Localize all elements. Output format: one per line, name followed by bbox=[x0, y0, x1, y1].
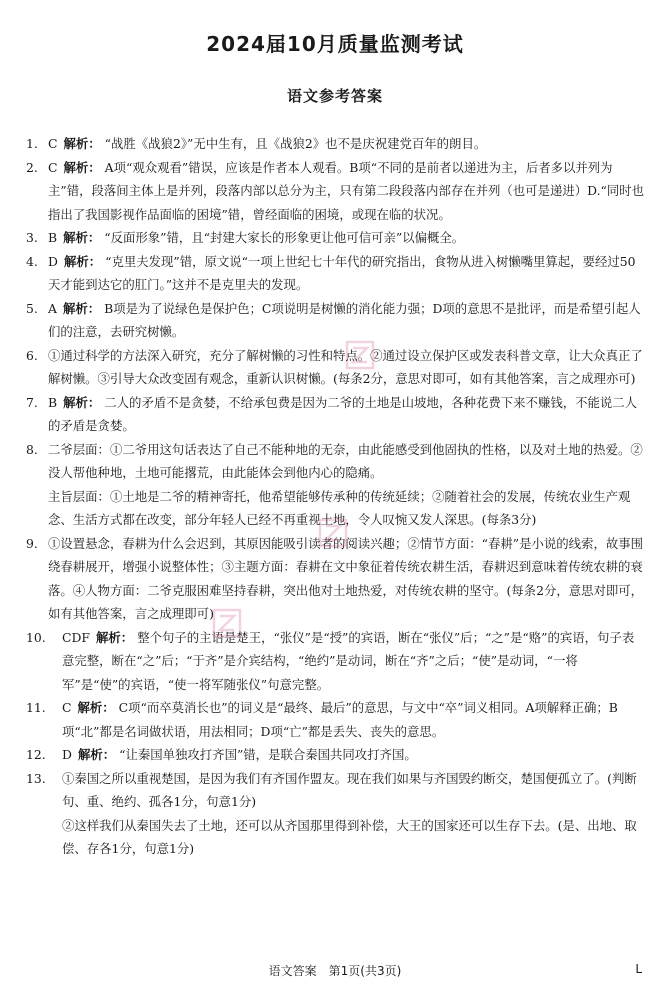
answer-item-8-extra bbox=[26, 485, 646, 532]
item-text: “战胜《战狼2》”无中生有，且《战狼2》也不是庆祝建党百年的朗目。 bbox=[104, 136, 487, 151]
item-text: “克里夫发现”错，原文说“一项上世纪七十年代的研究指出，食物从进入树懒嘴里算起，要经过50天才能到达它的肛门。”这并不是克里夫的发现。 bbox=[48, 253, 636, 292]
item-text: C项“而卒莫消长也”的词义是“最终、最后”的意思，与文中“卒”词义相同。A项解释正确；B项“北”都是名词做状语，用法相同；D项“亡”都是丢失、丧失的意思。 bbox=[62, 700, 618, 739]
answer-item-3 bbox=[26, 226, 646, 250]
item-answer: B bbox=[48, 394, 58, 410]
item-text: ①秦国之所以重视楚国，是因为我们有齐国作盟友。现在我们如果与齐国毁约断交，楚国便孤立了。(判断句、重、绝约、孤各1分，句意1分) bbox=[62, 770, 637, 809]
item-extra-text: 主旨层面：①土地是二爷的精神寄托，他希望能够传承种的传统延续；②随着社会的发展，传统农业生产观念、生活方式都在改变，部分年轻人已经不再重视土地，令人叹惋又发人深思。(每条3分) bbox=[48, 488, 631, 527]
item-label: 解析： bbox=[77, 700, 115, 715]
item-label: 解析： bbox=[63, 136, 101, 151]
item-number: 11. bbox=[26, 700, 46, 715]
item-label: 解析： bbox=[63, 253, 102, 269]
item-number: 7. bbox=[26, 394, 38, 410]
answer-item-4 bbox=[26, 250, 646, 297]
item-text: 整个句子的主语是楚王，“张仪”是“授”的宾语，断在“张仪”后；“之”是“赂”的宾语，句子表意完整，断在“之”后；“于齐”是介宾结构，“绝约”是动词，断在“齐”之后；“使”是动词，“一将军”是“使”的宾语，“使一将军随张仪”句意完整。 bbox=[62, 629, 635, 692]
item-text: “反面形象”错，且“封建大家长的形象更让他可信可亲”以偏概全。 bbox=[104, 230, 465, 245]
item-answer: A bbox=[48, 300, 57, 316]
answer-item-12 bbox=[26, 743, 646, 767]
item-number: 4. bbox=[26, 253, 38, 269]
item-number: 1. bbox=[26, 136, 38, 151]
item-number: 6. bbox=[26, 347, 38, 363]
item-answer: B bbox=[48, 230, 58, 245]
item-number: 9. bbox=[26, 535, 38, 551]
item-answer: C bbox=[48, 136, 58, 151]
item-number: 2. bbox=[26, 159, 38, 175]
item-text: 二爷层面：①二爷用这句话表达了自己不能种地的无奈，由此能感受到他固执的性格，以及对土地的热爱。②没人帮他种地，土地可能撂荒，由此能体会到他内心的隐痛。 bbox=[48, 441, 643, 480]
item-text: ①通过科学的方法深入研究，充分了解树懒的习性和特点。②通过设立保护区或发表科普文章，让大众真正了解树懒。③引导大众改变固有观念，重新认识树懒。(每条2分，意思对即可，如有其他答案，言之成理亦可) bbox=[48, 347, 643, 386]
answer-item-7 bbox=[26, 391, 646, 438]
page-title: 2024届10月质量监测考试 bbox=[206, 32, 464, 56]
answer-item-6 bbox=[26, 344, 646, 391]
answer-item-1 bbox=[26, 132, 646, 156]
footer-page-info: 语文答案 第1页(共3页) bbox=[268, 964, 402, 978]
item-text: “让秦国单独攻打齐国”错，是联合秦国共同攻打齐国。 bbox=[119, 747, 417, 762]
answer-item-2 bbox=[26, 156, 646, 227]
item-number: 12. bbox=[26, 747, 46, 762]
page-footer bbox=[0, 962, 670, 979]
answer-item-13 bbox=[26, 767, 646, 814]
item-answer: CDF bbox=[62, 629, 91, 645]
item-label: 解析： bbox=[63, 230, 101, 245]
item-answer: D bbox=[62, 747, 72, 762]
answer-item-10 bbox=[26, 626, 646, 697]
item-label: 解析： bbox=[63, 159, 101, 175]
item-label: 解析： bbox=[63, 394, 101, 410]
item-number: 5. bbox=[26, 300, 38, 316]
item-answer: C bbox=[62, 700, 72, 715]
answer-item-13-extra bbox=[26, 814, 646, 861]
item-number: 3. bbox=[26, 230, 38, 245]
item-label: 解析： bbox=[77, 747, 116, 762]
item-text: ①设置悬念，春耕为什么会迟到，其原因能吸引读者的阅读兴趣；②情节方面：“春耕”是小说的线索，故事围绕春耕展开，增强小说整体性；③主题方面：春耕在文中象征着传统农耕生活，春耕迟到意味着传统农耕的衰落。④人物方面：二爷克服困难坚持春耕，突出他对土地热爱，对传统农耕的坚守。(每条2分，意思对即可，如有其他答案，言之成理即可) bbox=[48, 535, 644, 621]
item-text: B项是为了说绿色是保护色；C项说明是树懒的消化能力强；D项的意思不是批评，而是希望引起人们的注意，去研究树懒。 bbox=[48, 300, 641, 339]
answer-item-5 bbox=[26, 297, 646, 344]
answer-item-11 bbox=[26, 696, 646, 743]
item-answer: D bbox=[48, 253, 58, 269]
answer-list bbox=[26, 132, 646, 861]
answer-item-9 bbox=[26, 532, 646, 626]
item-label: 解析： bbox=[96, 629, 134, 645]
item-label: 解析： bbox=[62, 300, 101, 316]
item-answer: C bbox=[48, 159, 58, 175]
answer-item-8 bbox=[26, 438, 646, 485]
item-number: 13. bbox=[26, 770, 46, 786]
item-number: 8. bbox=[26, 441, 38, 457]
item-number: 10. bbox=[26, 629, 46, 645]
page-subtitle: 语文参考答案 bbox=[286, 87, 383, 105]
item-extra-text: ②这样我们从秦国失去了土地，还可以从齐国那里得到补偿，大王的国家还可以生存下去。(是、出地、取偿、存各1分，句意1分) bbox=[62, 817, 637, 856]
item-text: A项“观众观看”错误，应该是作者本人观看。B项“不同的是前者以递进为主，后者多以并列为主”错，段落间主体上是并列，段落内部以总分为主，只有第二段段落内部存在并列（也可是递进）D.“同时也指出了我国影视作品面临的困境”错，曾经面临的困境，或现在临的状况。 bbox=[48, 159, 645, 222]
footer-mark: L bbox=[635, 962, 642, 976]
item-text: 二人的矛盾不是贪婪，不给承包费是因为二爷的土地是山坡地，各种花费下来不赚钱，不能说二人的矛盾是贪婪。 bbox=[48, 394, 638, 433]
